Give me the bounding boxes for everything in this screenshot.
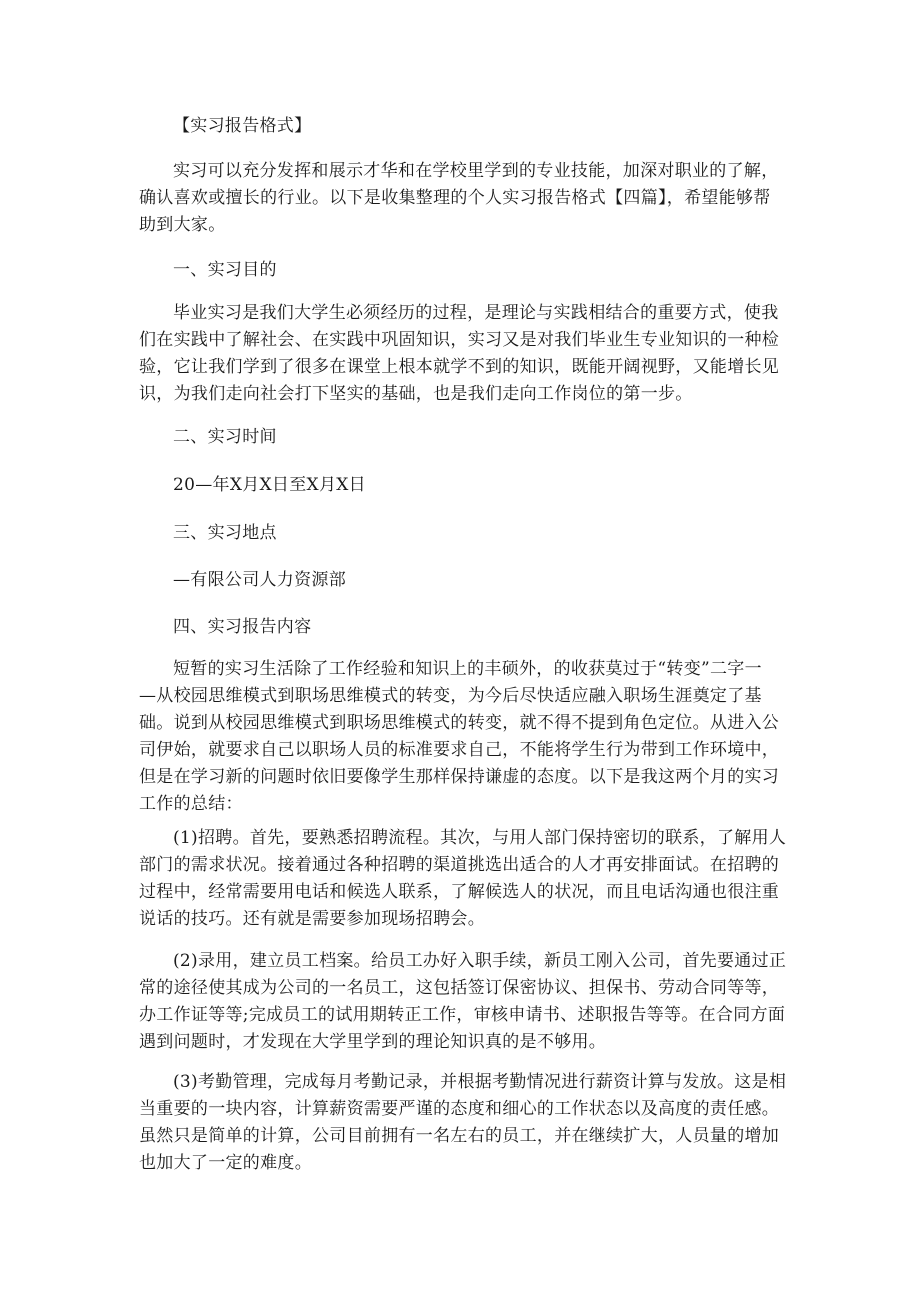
employment-paragraph: (2)录用，建立员工档案。给员工办好入职手续，新员工刚入公司，首先要通过正 常的途径使其成为公司的一名员工，这包括签订保密协议、担保书、劳动合同等等， 办工作证等等;完成员工的试用期转正工作，审核申请书、述职报告等等。在合同方面 遇到问题时，才发现在大学里学到的理论知识真的是不够用。	[139, 951, 787, 1052]
section1-heading: 一、实习目的	[173, 260, 277, 280]
intro-paragraph: 实习可以充分发挥和展示才华和在学校里学到的专业技能，加深对职业的了解， 确认喜欢或擅长的行业。以下是收集整理的个人实习报告格式【四篇】，希望能够帮 助到大家。	[139, 161, 779, 235]
section4-heading: 四、实习报告内容	[173, 617, 312, 637]
section2-heading: 二、实习时间	[173, 427, 277, 447]
summary-paragraph: 短暂的实习生活除了工作经验和知识上的丰硕外，的收获莫过于“转变”二字一 —从校园思维模式到职场思维模式的转变，为今后尽快适应融入职场生涯奠定了基 础。说到从校园思维模式到职场思维模式的转变，就不得不提到角色定位。从进入公 司伊始，就要求自己以职场人员的标准要求自己，不能将学生行为带到工作环境中， 但是在学习新的问题时依旧要像学生那样保持谦虚的态度。以下是我这两个月的实习 工作的总结：	[139, 659, 780, 814]
section1-paragraph: 毕业实习是我们大学生必须经历的过程，是理论与实践相结合的重要方式，使我 们在实践中了解社会、在实践中巩固知识，实习又是对我们毕业生专业知识的一种检 验，它让我们学到了很多在课堂上根本就学不到的知识，既能开阔视野，又能增长见 识，为我们走向社会打下坚实的基础，也是我们走向工作岗位的第一步。	[139, 303, 780, 404]
attendance-paragraph: (3)考勤管理，完成每月考勤记录，并根据考勤情况进行薪资计算与发放。这是相 当重要的一块内容，计算薪资需要严谨的态度和细心的工作状态以及高度的责任感。 虽然只是简单的计算，公司目前拥有一名左右的员工，并在继续扩大，人员量的增加 也加大了一定的难度。	[139, 1072, 787, 1173]
recruitment-paragraph: (1)招聘。首先，要熟悉招聘流程。其次，与用人部门保持密切的联系，了解用人 部门的需求状况。接着通过各种招聘的渠道挑选出适合的人才再安排面试。在招聘的 过程中，经常需要用电话和候选人联系，了解候选人的状况，而且电话沟通也很注重 说话的技巧。还有就是需要参加现场招聘会。	[139, 828, 787, 929]
internship-location: —有限公司人力资源部	[173, 570, 346, 590]
document-title: 【实习报告格式】	[173, 116, 312, 136]
section3-heading: 三、实习地点	[173, 523, 277, 543]
internship-period: 20—年X月X日至X月X日	[173, 475, 366, 495]
